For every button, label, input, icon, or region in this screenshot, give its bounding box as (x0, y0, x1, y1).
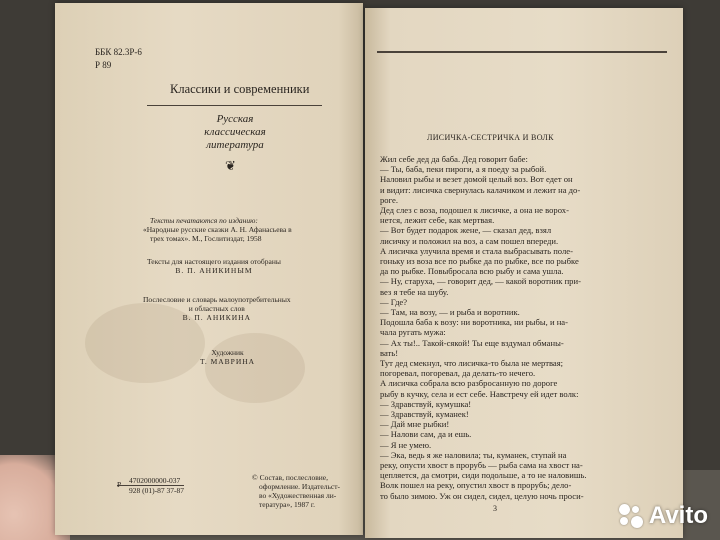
copyright-line: © Состав, послесловие, (252, 473, 328, 482)
page-stain (205, 333, 305, 403)
story-line: Жил себе дед да баба. Дед говорит бабе: (380, 154, 528, 164)
subseries (185, 113, 285, 152)
story-line: вать! (380, 347, 399, 358)
story-line: то было зимою. Уж он сидел, сидел, целую ночь проси- (380, 490, 584, 501)
story-line: рыбу в кучку, села и ест себе. Навстречу ей идет волк: (380, 388, 579, 399)
story-line: — Дай мне рыбки! (380, 419, 450, 430)
story-line: вез я тебе на шубу. (380, 286, 449, 297)
story-line: — Там, на возу, — и рыба и воротник. (380, 307, 520, 317)
story-line: да по рыбке. Повыбросала всю рыбу и сама ушла. (380, 266, 564, 277)
story-line: Подошла баба к возу: ни воротника, ни рыбы, и на- (380, 317, 568, 328)
bbk-code: ББК 82.3Р-6 (95, 47, 142, 57)
afterword-line: и областных слов (188, 304, 245, 313)
afterword-credit (143, 295, 291, 322)
story-title: ЛИСИЧКА-СЕСТРИЧКА И ВОЛК (427, 133, 554, 142)
subseries-line: Русская (216, 113, 254, 125)
selection-credit (147, 257, 281, 275)
story-line: — Вот будет подарок жене, — сказал дед, взял (380, 225, 552, 236)
artist-line: Художник (211, 348, 244, 357)
story-line: гоньку из воза все по рыбке да по рыбке, все по рыбке (380, 256, 579, 266)
story-line: — Ну, старуха, — говорит дед, — какой воротник при- (380, 276, 581, 287)
header-rule (377, 51, 667, 53)
isbn-line: 928 (01)-87 37-87 (129, 486, 184, 495)
isbn-prefix: Р (117, 480, 122, 489)
source-note (143, 216, 292, 243)
story-line: Дед слез с воза, подошел к лисичке, а она не ворох- (380, 205, 569, 215)
story-line: роге. (380, 194, 398, 205)
artist-line: Т. МАВРИНА (200, 357, 256, 366)
source-line: трех томах». М., Гослитиздат, 1958 (150, 234, 262, 243)
story-line: лисичку и положил на воз, а сам пошел впереди. (380, 235, 559, 246)
source-line: «Народные русские сказки А. Н. Афанасьева в (143, 225, 292, 234)
story-line: Тут дед смекнул, что лисичка-то была не мертвая; (380, 358, 564, 368)
page-number: 3 (493, 504, 497, 513)
story-line: — Ты, баба, пеки пироги, а я поеду за рыбой. (380, 164, 547, 175)
selection-line: Тексты для настоящего издания отобраны (147, 257, 281, 266)
story-line: чала ругать мужа: (380, 327, 446, 338)
avito-watermark (619, 502, 708, 530)
copyright-line: во «Художественная ли- (259, 491, 337, 500)
story-line: Волк пошел на реку, опустил хвост в прорубь; дело- (380, 480, 572, 491)
subseries-line: классическая (204, 126, 266, 138)
afterword-line: В. П. АНИКИНА (182, 313, 252, 322)
story-line: — Где? (380, 296, 408, 307)
subseries-line: литература (206, 139, 264, 151)
story-line: реку, опусти хвост в прорубь — рыба сама на хвост на- (380, 460, 583, 470)
story-line: нется, лежит себе, как мертвая. (380, 215, 495, 226)
catalog-code: Р 89 (95, 60, 112, 70)
story-line: А лисичка улучила время и стала выбрасывать поле- (380, 245, 573, 256)
right-page (365, 8, 683, 538)
leaf-ornament-icon: ❦ (225, 158, 236, 173)
story-line: — Здравствуй, куманек! (380, 409, 469, 419)
copyright-line: оформление. Издательст- (259, 482, 340, 491)
story-line: — Ах ты!.. Такой-сякой! Ты еще вздумал обманы- (380, 337, 564, 348)
selection-line: В. П. АНИКИНЫМ (175, 266, 253, 275)
copyright-block (252, 473, 340, 509)
left-page (55, 3, 363, 535)
source-line: Тексты печатаются по изданию: (150, 216, 258, 225)
avito-logo-icon (619, 504, 643, 528)
series-title: Классики и современники (170, 82, 310, 96)
story-line: — Эка, ведь я же наловила; ты, куманек, ступай на (380, 449, 567, 460)
story-line: — Налови сам, да и ешь. (380, 429, 472, 440)
story-line: — Здравствуй, кумушка! (380, 398, 472, 409)
isbn-block (117, 476, 184, 495)
story-line: — Я не умею. (380, 439, 432, 450)
copyright-line: тература», 1987 г. (259, 500, 315, 509)
story-line: погоревал, погоревал, да делать-то нечего. (380, 368, 536, 379)
artist-credit (200, 348, 255, 366)
watermark-text: Avito (648, 502, 708, 529)
series-rule (147, 105, 322, 106)
isbn-line: 4702000000-037 (129, 476, 181, 485)
story-line: цепляется, да смотри, сиди подольше, а то не наловишь. (380, 470, 587, 481)
story-line: А лисичка собрала всю разбросанную по дороге (380, 378, 558, 389)
story-line: Наловил рыбы и везет домой целый воз. Вот едет он (380, 174, 573, 185)
story-line: и видит: лисичка свернулась калачиком и лежит на до- (380, 184, 581, 195)
afterword-line: Послесловие и словарь малоупотребительных (143, 295, 291, 304)
